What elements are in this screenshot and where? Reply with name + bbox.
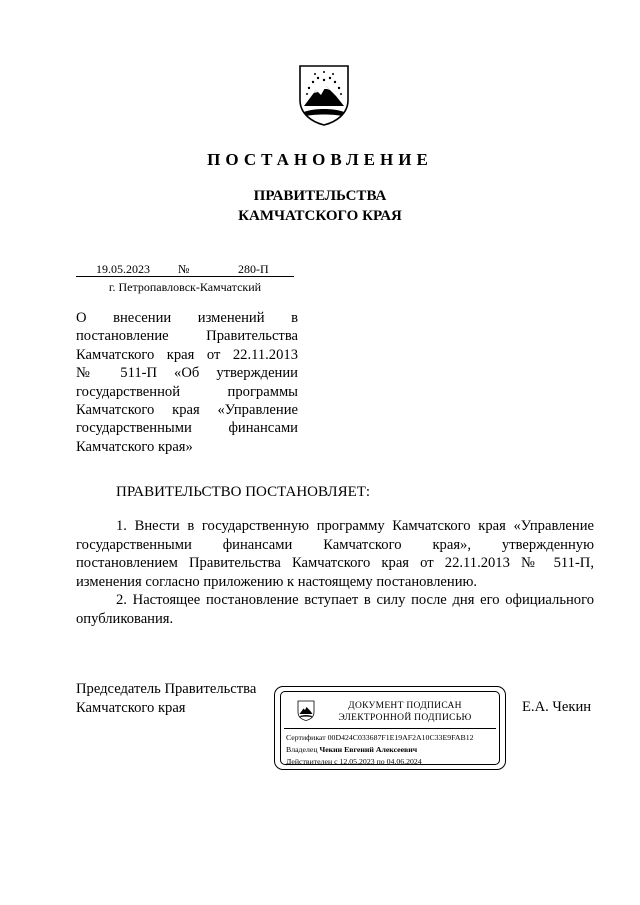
- item-1-line: изменения согласно приложению к настоящему постановлению.: [76, 573, 478, 590]
- item-2-line: опубликования.: [76, 610, 174, 627]
- electronic-signature-stamp: [274, 686, 506, 770]
- subject-line: государственными финансами: [76, 420, 298, 437]
- valid-from-value: 12.05.2023: [339, 757, 375, 766]
- kamchatka-emblem-icon: [296, 62, 352, 126]
- stamp-divider: [284, 728, 496, 729]
- signer-title-line-1: Председатель Правительства: [76, 681, 257, 697]
- signer-title-line-2: Камчатского края: [76, 700, 186, 716]
- document-subject: [76, 309, 298, 456]
- date-underline: [76, 276, 294, 277]
- stamp-heading: [325, 700, 485, 724]
- certificate-label: Сертификат: [286, 733, 326, 742]
- item-1-line: государственными финансами Камчатского края», утвержденную: [76, 536, 594, 553]
- item-2: [76, 591, 594, 628]
- stamp-emblem-icon: [297, 700, 315, 721]
- subject-line: государственной программы: [76, 383, 298, 400]
- stamp-frame: [280, 691, 500, 765]
- subject-line: О внесении изменений в: [76, 310, 298, 326]
- item-2-line: 2. Настоящее постановление вступает в силу после дня его официального: [116, 592, 594, 609]
- owner-value: Чекин Евгений Алексеевич: [319, 745, 418, 754]
- issuer-line-2: КАМЧАТСКОГО КРАЯ: [238, 208, 402, 224]
- subject-line: Камчатского края от 22.11.2013: [76, 346, 298, 363]
- subject-line: Камчатского края «Управление: [76, 402, 298, 419]
- subject-line: Камчатского края»: [76, 438, 193, 455]
- certificate-value: 00D424C033687F1E19AF2A10C33E9FAB12: [327, 733, 474, 742]
- number-sign: №: [178, 262, 190, 276]
- item-1: [76, 517, 594, 591]
- stamp-heading-line-2: ЭЛЕКТРОННОЙ ПОДПИСЬЮ: [338, 713, 472, 723]
- city: г. Петропавловск-Камчатский: [108, 280, 262, 294]
- owner-label: Владелец: [286, 745, 318, 754]
- resolve-heading: ПРАВИТЕЛЬСТВО ПОСТАНОВЛЯЕТ:: [116, 484, 371, 500]
- issuer-line-1: ПРАВИТЕЛЬСТВА: [253, 188, 387, 204]
- document-number: 280-П: [238, 262, 269, 276]
- stamp-heading-line-1: ДОКУМЕНТ ПОДПИСАН: [348, 701, 462, 711]
- valid-from-label: Действителен с: [286, 757, 338, 766]
- validity-line: [286, 757, 422, 766]
- subject-line: № 511-П «Об утверждении: [76, 365, 298, 382]
- subject-line: постановление Правительства: [76, 328, 298, 345]
- signer-name: Е.А. Чекин: [522, 699, 592, 715]
- issuer-title: [0, 186, 640, 226]
- signer-title: [76, 680, 256, 718]
- item-1-line: постановлением Правительства Камчатского края от 22.11.2013 № 511-П,: [76, 555, 594, 572]
- valid-to-value: 04.06.2024: [386, 757, 422, 766]
- document-type-title: ПОСТАНОВЛЕНИЕ: [207, 150, 433, 169]
- owner-line: [286, 745, 417, 754]
- valid-to-label: по: [376, 757, 385, 766]
- document-date: 19.05.2023: [96, 262, 150, 276]
- item-1-line: 1. Внести в государственную программу Камчатского края «Управление: [116, 518, 594, 534]
- certificate-line: [286, 733, 474, 742]
- resolution-items: [76, 517, 594, 629]
